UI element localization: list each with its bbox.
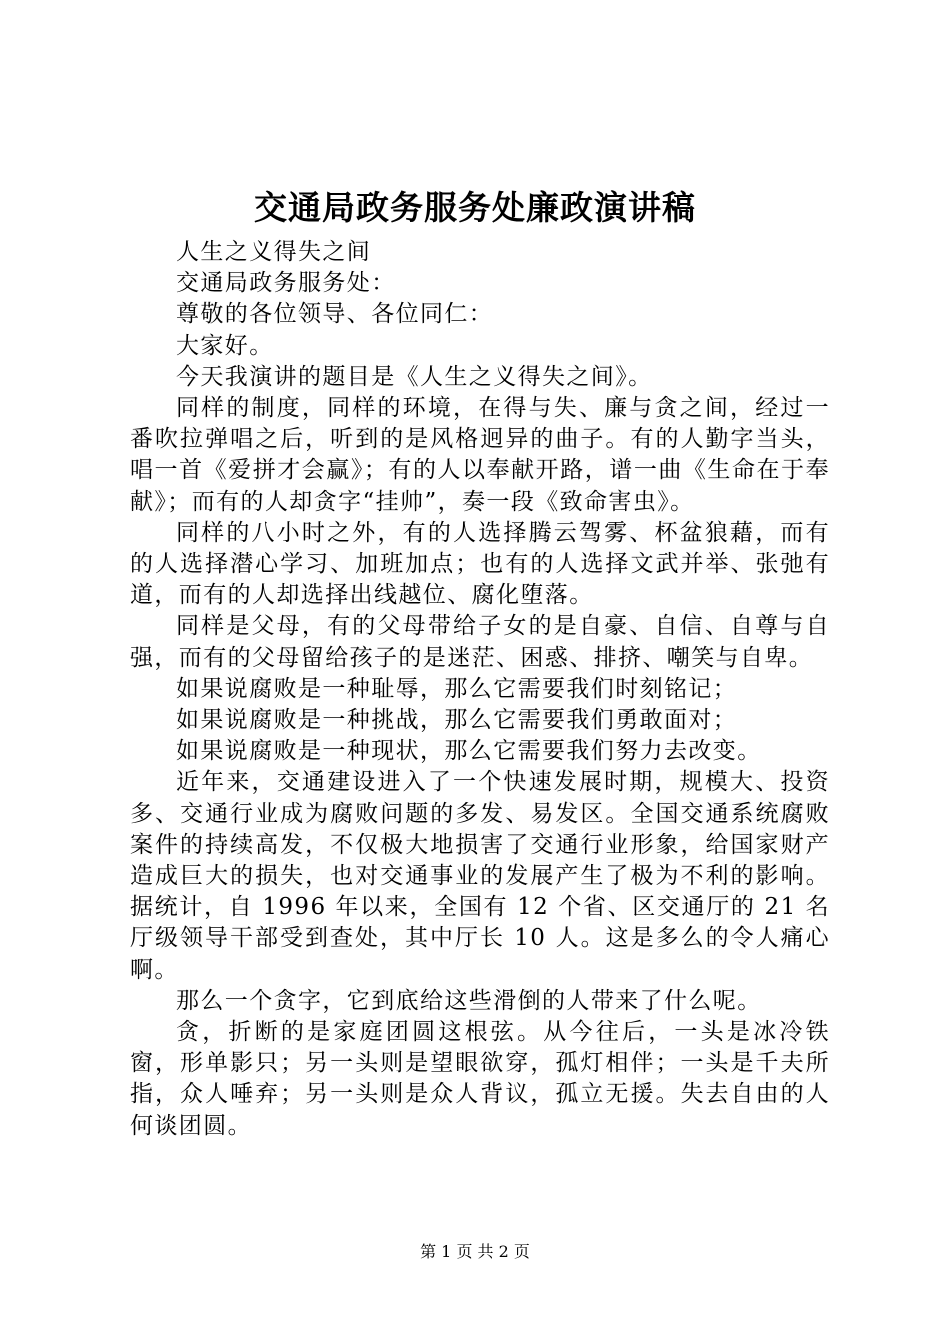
- paragraph: 同样的制度，同样的环境，在得与失、廉与贪之间，经过一番吹拉弹唱之后，听到的是风格迥异的曲子。有的人勤字当头，唱一首《爱拼才会赢》；有的人以奉献开路，谱一曲《生命在于奉献》；而有的人却贪字“挂帅”，奏一段《致命害虫》。: [130, 395, 830, 515]
- paragraph: 同样是父母，有的父母带给子女的是自豪、自信、自尊与自强，而有的父母留给孩子的是迷茫、困惑、排挤、嘲笑与自卑。: [130, 613, 830, 671]
- paragraph: 如果说腐败是一种耻辱，那么它需要我们时刻铭记；: [176, 675, 738, 702]
- paragraph-department: 交通局政务服务处：: [176, 270, 396, 297]
- paragraph-speech-topic: 人生之义得失之间: [176, 239, 372, 265]
- paragraph: 同样的八小时之外，有的人选择腾云驾雾、杯盆狼藉，而有的人选择潜心学习、加班加点；也有的人选择文武并举、张弛有道，而有的人却选择出线越位、腐化堕落。: [130, 519, 830, 609]
- paragraph: 贪，折断的是家庭团圆这根弦。从今往后，一头是冰冷铁窗，形单影只；另一头则是望眼欲穿，孤灯相伴；一头是千夫所指，众人唾弃；另一头则是众人背议，孤立无援。失去自由的人何谈团圆。: [130, 1019, 830, 1139]
- paragraph-greeting: 大家好。: [176, 332, 274, 359]
- paragraph: 近年来，交通建设进入了一个快速发展时期，规模大、投资多、交通行业成为腐败问题的多发、易发区。全国交通系统腐败案件的持续高发，不仅极大地损害了交通行业形象，给国家财产造成巨大的损失，也对交通事业的发展产生了极为不利的影响。据统计，自 1996 年以来，全国有 12 个省、区交通厅的 21 名厅级领导干部受到查处，其中厅长 10 人。这是多么的令人痛心啊。: [130, 769, 830, 983]
- document-title: 交通局政务服务处廉政演讲稿: [254, 188, 696, 227]
- document-body: [130, 237, 830, 1142]
- paragraph-intro: 今天我演讲的题目是《人生之义得失之间》。: [176, 363, 653, 390]
- paragraph: 那么一个贪字，它到底给这些滑倒的人带来了什么呢。: [176, 987, 762, 1014]
- paragraph: 如果说腐败是一种挑战，那么它需要我们勇敢面对；: [176, 707, 738, 734]
- page-number-footer: 第 1 页 共 2 页: [420, 1242, 530, 1261]
- paragraph-salutation: 尊敬的各位领导、各位同仁：: [176, 301, 494, 328]
- paragraph: 如果说腐败是一种现状，那么它需要我们努力去改变。: [176, 738, 762, 765]
